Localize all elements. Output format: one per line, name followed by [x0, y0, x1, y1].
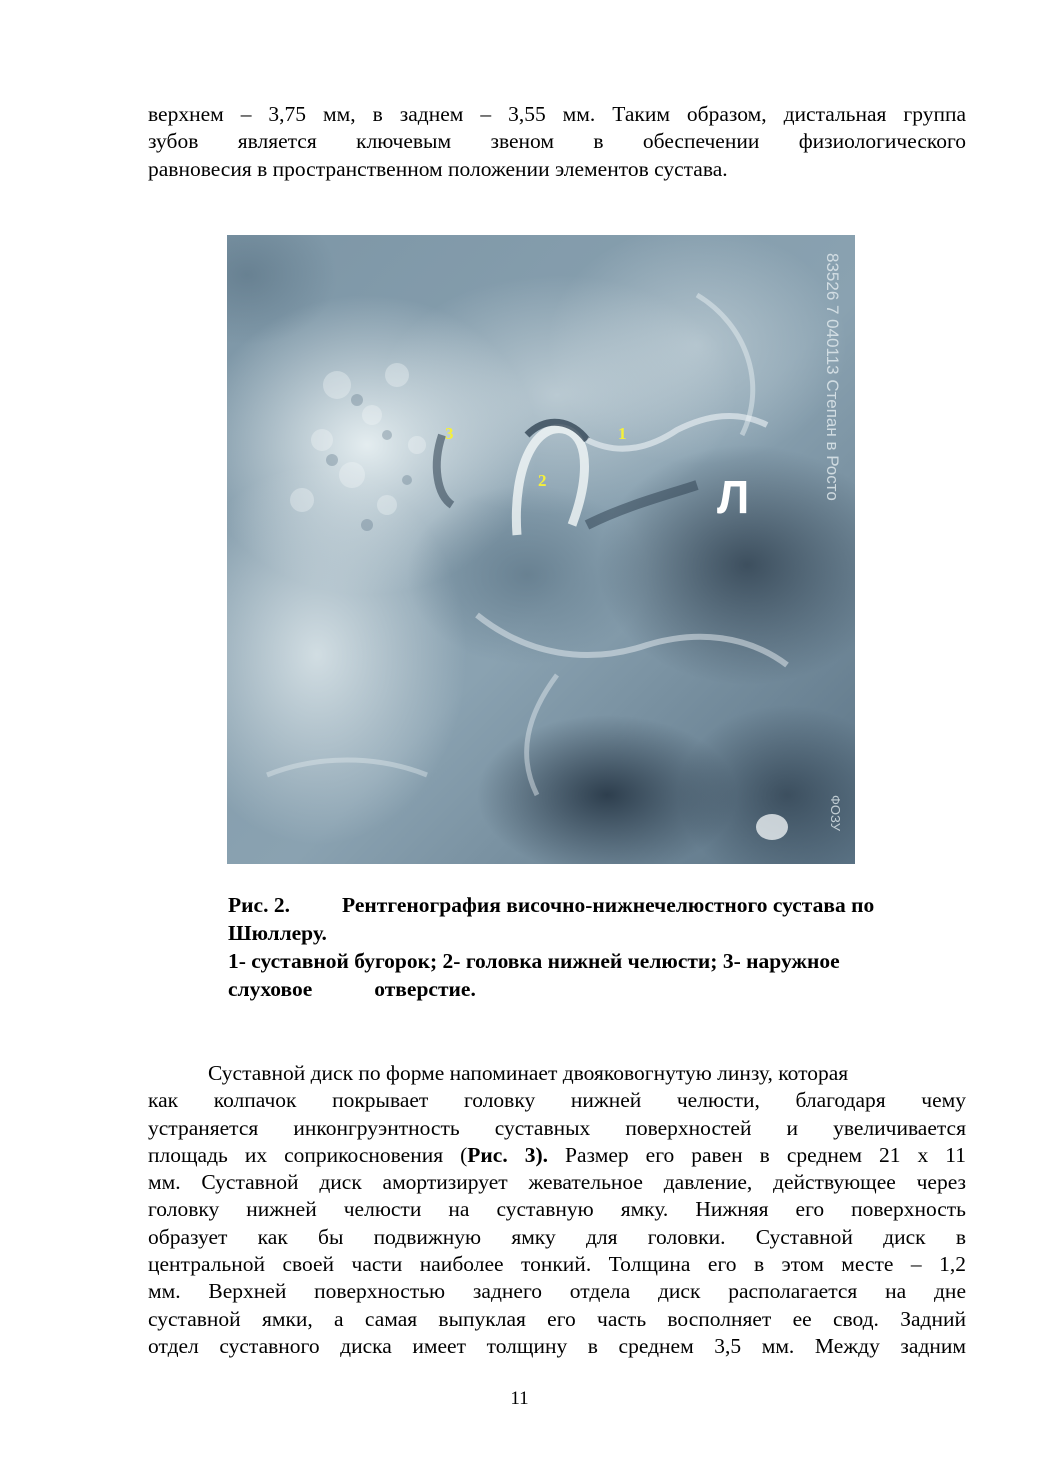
caption-legend: 1- суставной бугорок; 2- головка нижней челюсти; 3- наружное [228, 949, 840, 973]
text-line: суставной ямки, а самая выпуклая его часть восполняет ее свод. Задний [148, 1306, 966, 1331]
text-line: центральной своей части наиболее тонкий. Толщина его в этом месте – 1,2 [148, 1252, 966, 1277]
caption-title: Рентгенография височно-нижнечелюстного сустава по [342, 893, 875, 917]
caption-legend: отверстие. [374, 977, 476, 1001]
text-line: устраняется инконгруэнтность суставных поверхностей и увеличивается [148, 1115, 966, 1140]
film-edge-stamp: 83526 7 040113 Степан в Росто [823, 253, 842, 501]
text-line: головку нижней челюсти на суставную ямку. Нижняя его поверхность [148, 1197, 966, 1222]
marker-3: 3 [445, 424, 454, 443]
text-line: отдел суставного диска имеет толщину в среднем 3,5 мм. Между задним [148, 1333, 966, 1358]
marker-2: 2 [538, 471, 547, 490]
text-line: верхнем – 3,75 мм, в заднем – 3,55 мм. Таким образом, дистальная группа [148, 102, 966, 126]
figure-reference: Рис. 3). [467, 1142, 549, 1167]
body-paragraph [148, 1060, 966, 1360]
figure-caption [228, 891, 958, 1003]
film-corner-stamp: ФОЗУ [828, 795, 843, 831]
caption-line: Шюллеру. [228, 921, 327, 945]
text-segment: Размер его равен в среднем 21 х 11 [548, 1142, 966, 1167]
text-line [148, 1142, 966, 1169]
caption-legend: слуховое [228, 977, 313, 1001]
text-line: зубов является ключевым звеном в обеспечении физиологического [148, 129, 966, 154]
side-marker: Л [717, 471, 750, 523]
page-number: 11 [510, 1388, 529, 1409]
text-line: как колпачок покрывает головку нижней челюсти, благодаря чему [148, 1088, 966, 1113]
text-segment: площадь их соприкосновения ( [148, 1142, 468, 1167]
text-line: мм. Верхней поверхностью заднего отдела диск располагается на дне [148, 1279, 966, 1304]
text-line: Суставной диск по форме напоминает двояковогнутую линзу, которая [208, 1061, 849, 1085]
xray-drawing [227, 235, 855, 864]
marker-1: 1 [618, 424, 627, 443]
xray-image [227, 235, 855, 864]
figure-number: Рис. 2. [228, 893, 290, 917]
text-line: образует как бы подвижную ямку для головки. Суставной диск в [148, 1224, 966, 1249]
caption-line [228, 975, 958, 1003]
text-line: мм. Суставной диск амортизирует жевательное давление, действующее через [148, 1170, 966, 1195]
intro-paragraph [148, 101, 966, 183]
text-line: равновесия в пространственном положении элементов сустава. [148, 156, 728, 181]
caption-line [228, 891, 958, 919]
